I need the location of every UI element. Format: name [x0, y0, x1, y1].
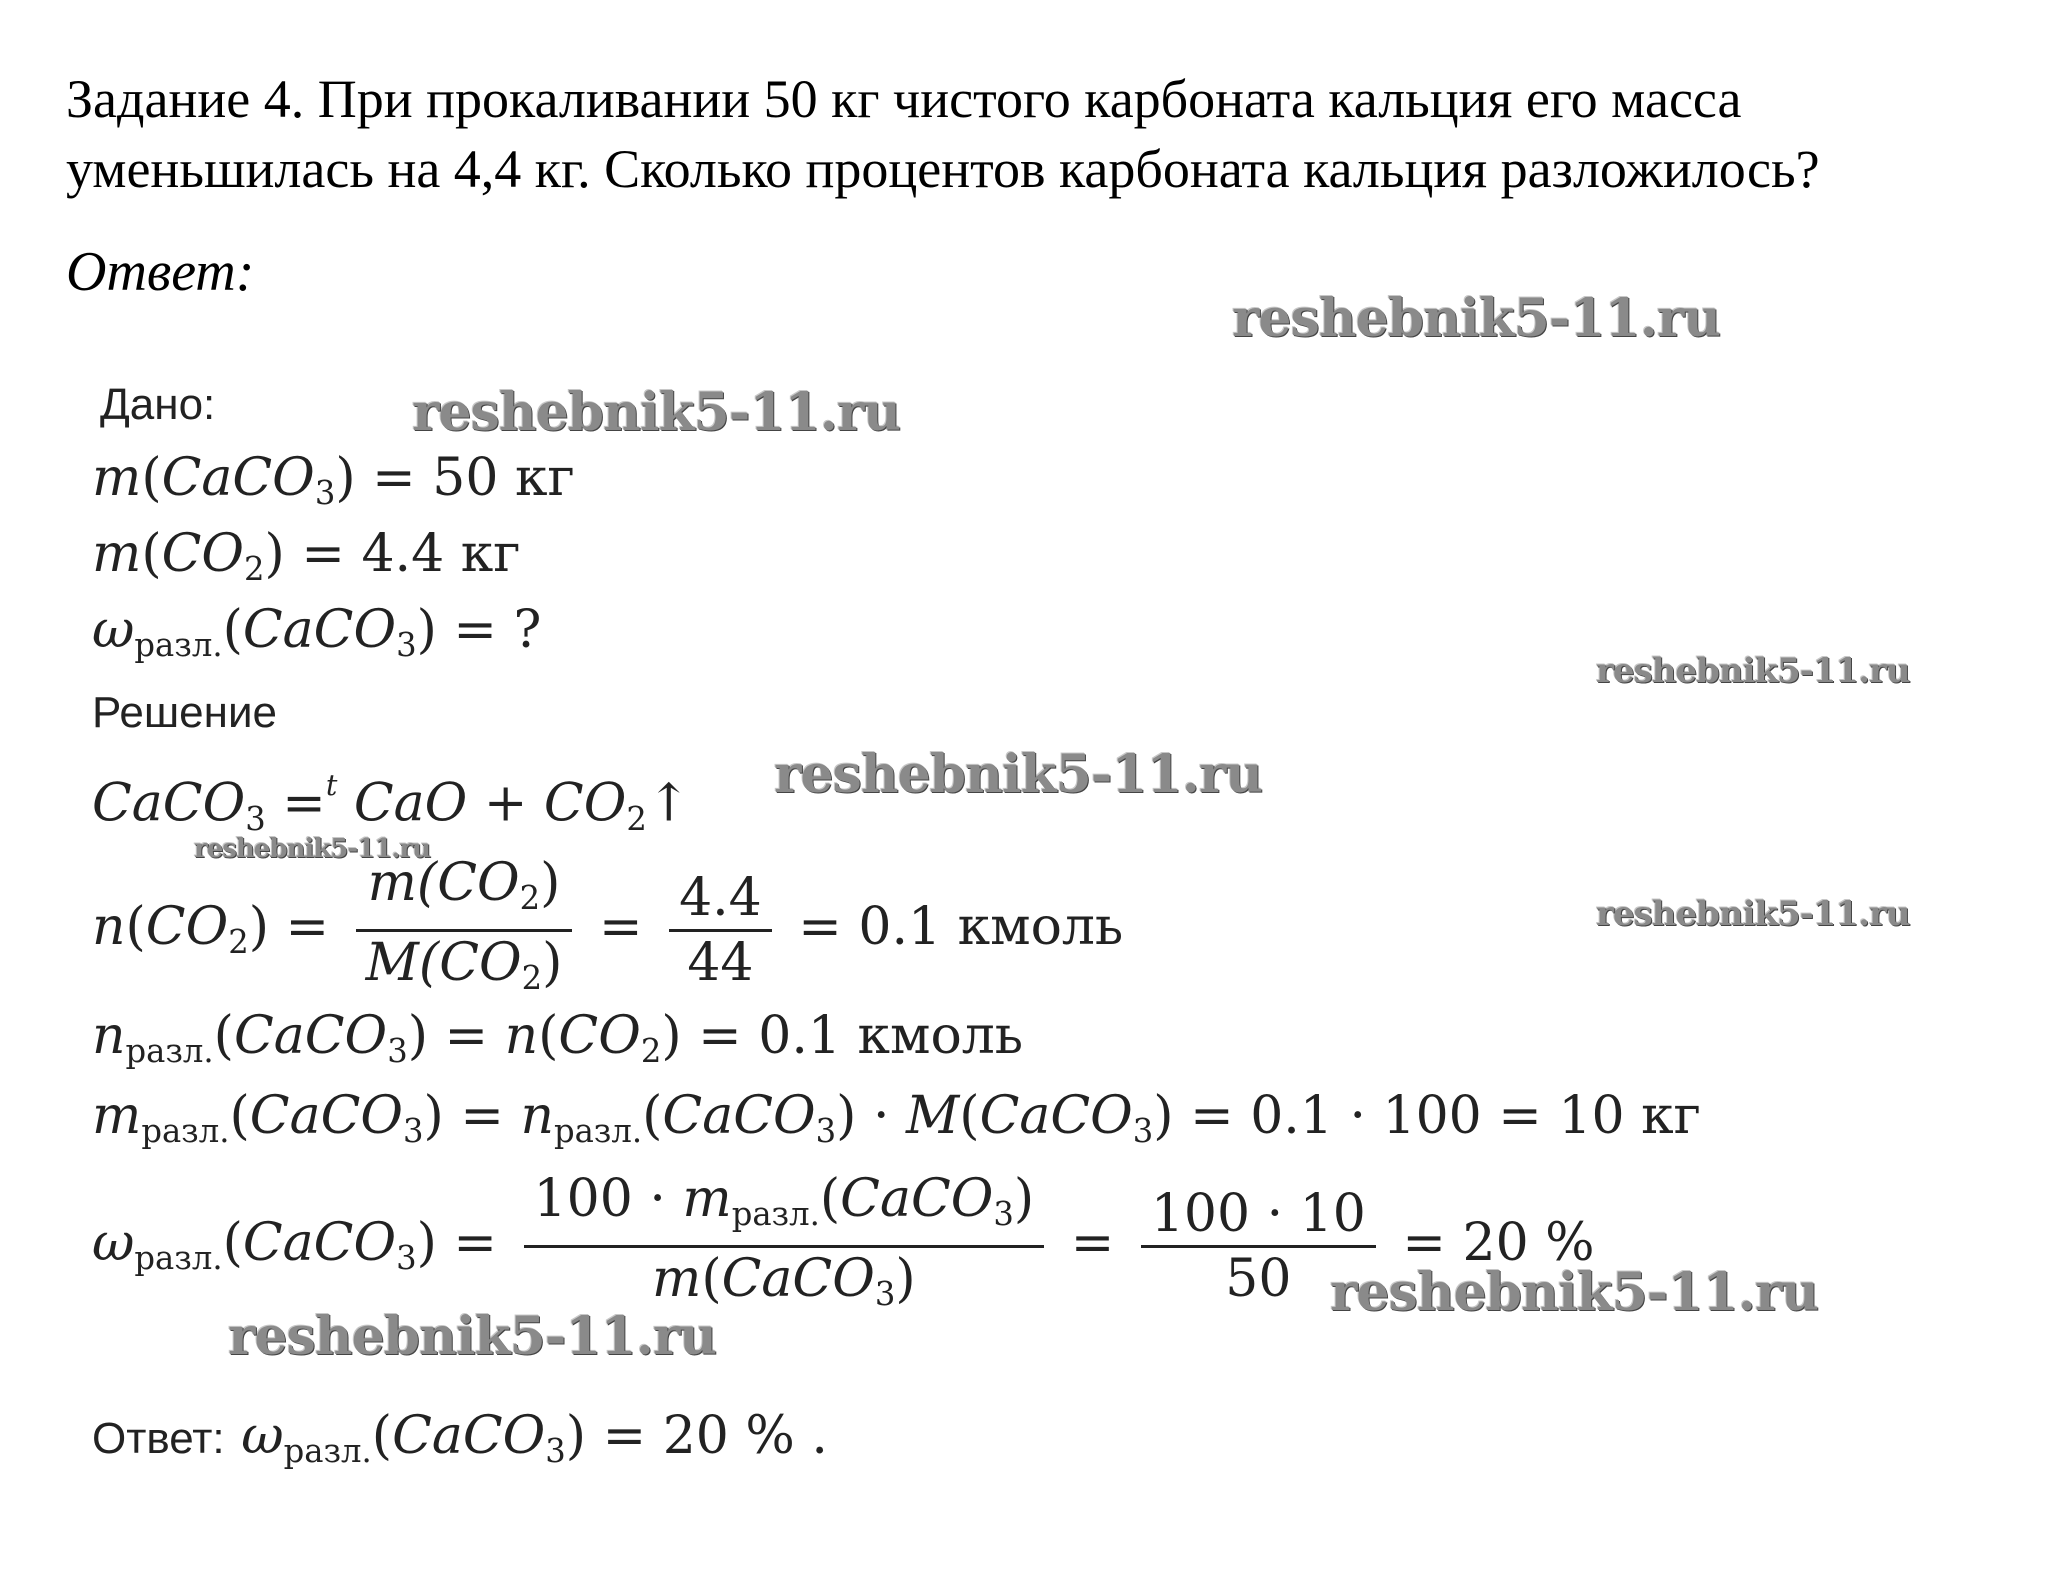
watermark: reshebnik5-11.ru — [412, 382, 901, 443]
given-label: Дано: — [100, 380, 216, 429]
watermark: reshebnik5-11.ru — [1596, 651, 1910, 691]
unknown-fraction: $\omega_{разл.}(CaCO_3)$ = ? — [92, 600, 542, 665]
moles-co2-formula: $n(CO_2)$ = $\frac{m(CO_2)}{M(CO_2)}$ = $\frac{4.4}{44}$ = 0.1 кмоль — [92, 853, 1124, 998]
answer-heading: Ответ: — [66, 241, 255, 303]
watermark: reshebnik5-11.ru — [1232, 288, 1721, 349]
moles-decomposed: $n_{разл.}(CaCO_3) = n(CO_2) = 0.1$ кмоль — [92, 1006, 1024, 1071]
watermark: reshebnik5-11.ru — [194, 834, 431, 864]
mass-decomposed: $m_{разл.}(CaCO_3)$ = $n_{разл.}(CaCO_3)$ · M(CaCO$_3$) = 0.1 · 100 = 10 кг — [92, 1086, 1701, 1151]
final-answer: Ответ: $\omega_{разл.}(CaCO_3) = 20$ % . — [92, 1406, 828, 1471]
given-mass-caco3: m(CaCO$_3$) = 50 кг — [92, 448, 575, 513]
task-statement: Задание 4. При прокаливании 50 кг чистого карбоната кальция его масса уменьшилась на 4,4 кг. Сколько процентов карбоната кальция разложилось? — [66, 69, 1820, 199]
given-mass-co2: $m(CO_2) = 4.4$ кг — [92, 524, 521, 589]
mass-fraction-decomposed: $\omega_{разл.}(CaCO_3)$ = $\frac{100 \cdot m_{разл.}(CaCO_3)}{m(CaCO_3)}$ = $\frac{100 \cdot 10}{50}$ = 20 % — [92, 1169, 1595, 1314]
reaction-equation: CaCO$_3$ =$^t$ CaO + $CO_2↑$ — [92, 768, 691, 838]
watermark: reshebnik5-11.ru — [1330, 1262, 1819, 1323]
watermark: reshebnik5-11.ru — [1596, 894, 1910, 934]
solution-label: Решение — [92, 688, 278, 737]
watermark: reshebnik5-11.ru — [228, 1306, 717, 1367]
watermark: reshebnik5-11.ru — [774, 744, 1263, 805]
